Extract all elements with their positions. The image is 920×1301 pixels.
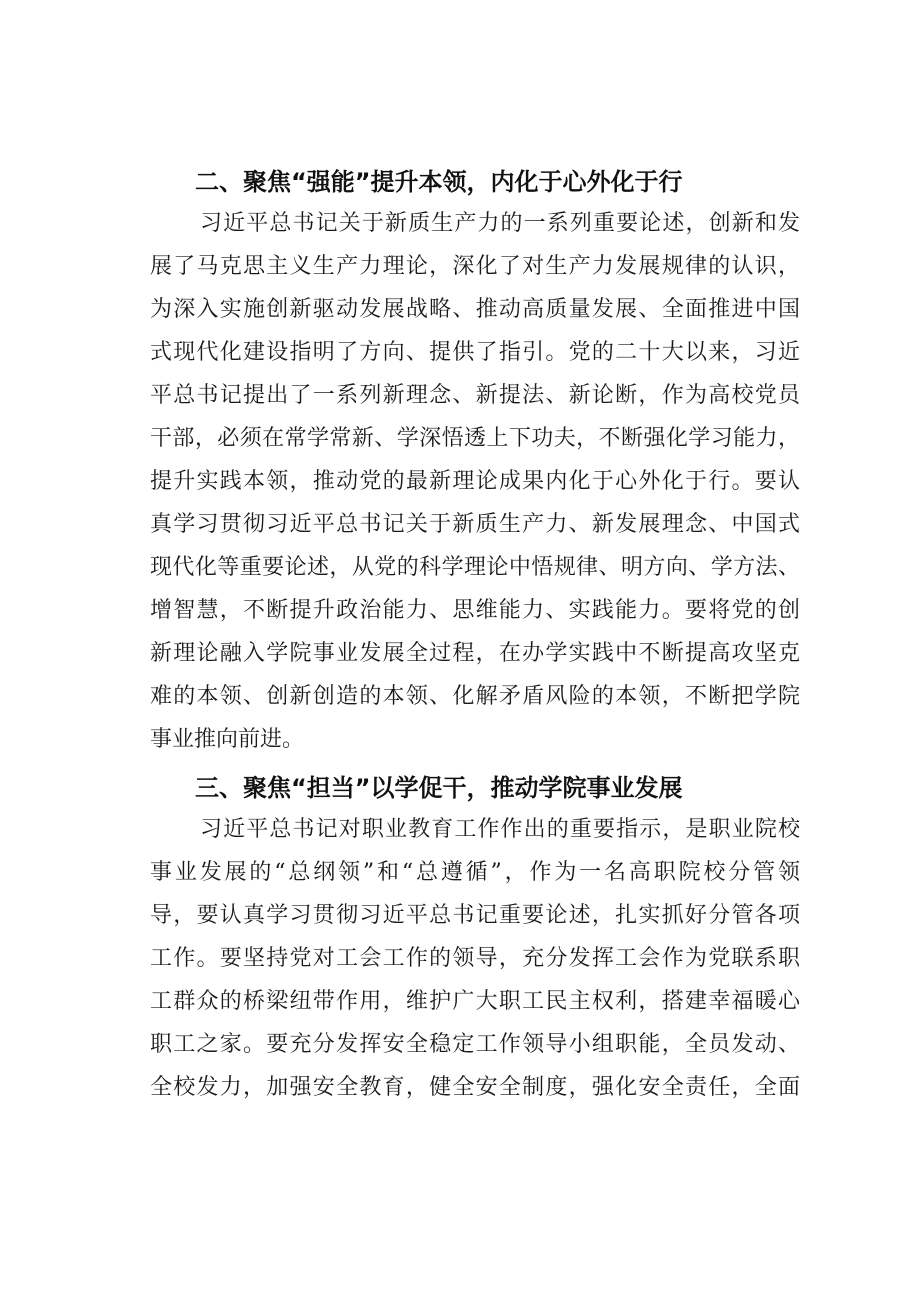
section-2-line-5: 平总书记提出了一系列新理念、新提法、新论断，作为高校党员 bbox=[150, 383, 800, 408]
section-2-heading: 二、聚焦“强能”提升本领，内化于心外化于行 bbox=[195, 168, 683, 196]
section-2-line-1: 习近平总书记关于新质生产力的一系列重要论述，创新和发 bbox=[200, 211, 800, 236]
section-2-line-9: 现代化等重要论述，从党的科学理论中悟规律、明方向、学方法、 bbox=[150, 555, 800, 580]
section-3-line-6: 职工之家。要充分发挥安全稳定工作领导小组职能，全员发动、 bbox=[150, 1032, 800, 1057]
section-3-heading: 三、聚焦“担当”以学促干，推动学院事业发展 bbox=[195, 774, 683, 802]
section-2-line-8: 真学习贯彻习近平总书记关于新质生产力、新发展理念、中国式 bbox=[150, 512, 800, 537]
section-3-line-2: 事业发展的“总纲领”和“总遵循”，作为一名高职院校分管领 bbox=[150, 860, 800, 885]
section-3-line-3: 导，要认真学习贯彻习近平总书记重要论述，扎实抓好分管各项 bbox=[150, 903, 800, 928]
section-2-line-3: 为深入实施创新驱动发展战略、推动高质量发展、全面推进中国 bbox=[150, 297, 800, 322]
section-2-line-7: 提升实践本领，推动党的最新理论成果内化于心外化于行。要认 bbox=[150, 469, 800, 494]
section-2-line-10: 增智慧，不断提升政治能力、思维能力、实践能力。要将党的创 bbox=[150, 598, 800, 623]
section-2-line-11: 新理论融入学院事业发展全过程，在办学实践中不断提高攻坚克 bbox=[150, 641, 800, 666]
section-3-line-5: 工群众的桥梁纽带作用，维护广大职工民主权利，搭建幸福暖心 bbox=[150, 989, 800, 1014]
section-3-line-1: 习近平总书记对职业教育工作作出的重要指示，是职业院校 bbox=[200, 817, 800, 842]
section-2-line-12: 难的本领、创新创造的本领、化解矛盾风险的本领，不断把学院 bbox=[150, 684, 800, 709]
section-2-line-6: 干部，必须在常学常新、学深悟透上下功夫，不断强化学习能力， bbox=[150, 426, 800, 451]
section-3-line-7: 全校发力，加强安全教育，健全安全制度，强化安全责任，全面 bbox=[150, 1075, 800, 1100]
section-2-line-4: 式现代化建设指明了方向、提供了指引。党的二十大以来，习近 bbox=[150, 340, 800, 365]
section-2-line-13: 事业推向前进。 bbox=[150, 727, 305, 752]
section-3-line-4: 工作。要坚持党对工会工作的领导，充分发挥工会作为党联系职 bbox=[150, 946, 800, 971]
section-2-line-2: 展了马克思主义生产力理论，深化了对生产力发展规律的认识， bbox=[150, 254, 800, 279]
